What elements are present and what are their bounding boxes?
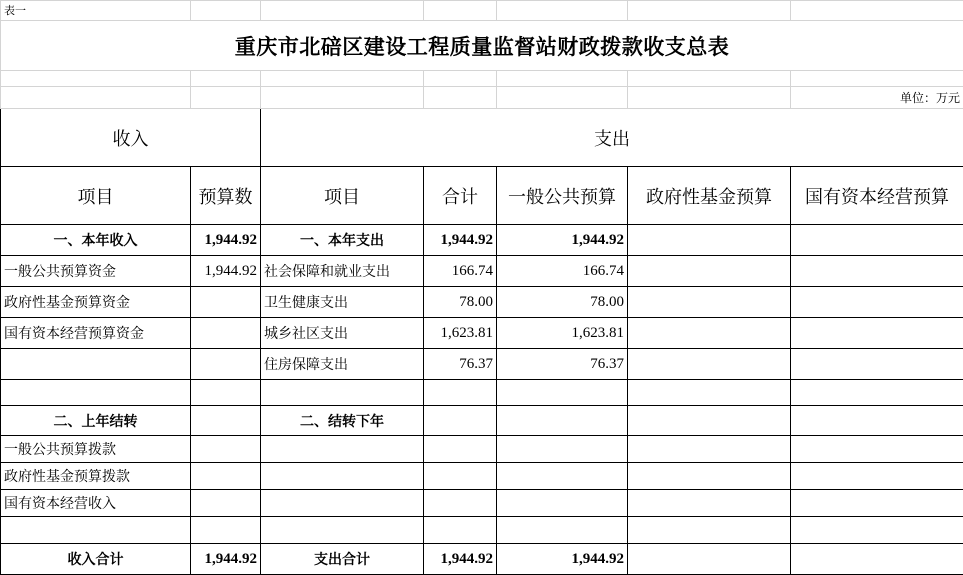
in-item: 一般公共预算拨款 — [1, 436, 191, 463]
general-cell: 78.00 — [497, 287, 628, 318]
out-item: 社会保障和就业支出 — [261, 256, 424, 287]
state-capital-cell — [791, 380, 963, 406]
table-row — [1, 225, 963, 256]
state-capital-cell — [791, 406, 963, 436]
general-cell: 76.37 — [497, 349, 628, 380]
income-section-header: 收入 — [1, 109, 261, 167]
expense-total-gov-fund — [628, 544, 791, 575]
total-cell — [424, 463, 497, 490]
in-amount — [191, 287, 261, 318]
gov-fund-cell — [628, 225, 791, 256]
in-amount — [191, 463, 261, 490]
in-amount — [191, 490, 261, 517]
in-item: 一般公共预算资金 — [1, 256, 191, 287]
total-cell — [424, 517, 497, 544]
unit-label: 单位：万元 — [791, 87, 963, 109]
in-amount: 1,944.92 — [191, 256, 261, 287]
general-cell: 166.74 — [497, 256, 628, 287]
col-header-item: 项目 — [1, 167, 191, 225]
state-capital-cell — [791, 490, 963, 517]
general-cell — [497, 380, 628, 406]
col-header-item2: 项目 — [261, 167, 424, 225]
state-capital-cell — [791, 318, 963, 349]
total-cell: 1,623.81 — [424, 318, 497, 349]
gov-fund-cell — [628, 490, 791, 517]
in-amount: 1,944.92 — [191, 225, 261, 256]
table-row — [1, 349, 963, 380]
gov-fund-cell — [628, 349, 791, 380]
in-item: 一、本年收入 — [1, 225, 191, 256]
total-cell — [424, 436, 497, 463]
page-title: 重庆市北碚区建设工程质量监督站财政拨款收支总表 — [1, 21, 963, 71]
table-row — [1, 517, 963, 544]
total-cell — [424, 406, 497, 436]
general-cell — [497, 490, 628, 517]
in-item: 政府性基金预算拨款 — [1, 463, 191, 490]
expense-total-label: 支出合计 — [261, 544, 424, 575]
expense-total-amount: 1,944.92 — [424, 544, 497, 575]
totals-row — [1, 544, 963, 575]
gov-fund-cell — [628, 517, 791, 544]
out-item: 住房保障支出 — [261, 349, 424, 380]
out-item: 二、结转下年 — [261, 406, 424, 436]
general-cell — [497, 517, 628, 544]
in-amount — [191, 517, 261, 544]
general-cell — [497, 463, 628, 490]
col-header-total: 合计 — [424, 167, 497, 225]
table-row — [1, 463, 963, 490]
total-cell: 78.00 — [424, 287, 497, 318]
gov-fund-cell — [628, 318, 791, 349]
in-amount — [191, 380, 261, 406]
expense-total-state-capital — [791, 544, 963, 575]
in-item: 二、上年结转 — [1, 406, 191, 436]
gov-fund-cell — [628, 406, 791, 436]
state-capital-cell — [791, 225, 963, 256]
state-capital-cell — [791, 436, 963, 463]
income-total-amount: 1,944.92 — [191, 544, 261, 575]
gov-fund-cell — [628, 256, 791, 287]
income-total-label: 收入合计 — [1, 544, 191, 575]
out-item: 城乡社区支出 — [261, 318, 424, 349]
in-amount — [191, 318, 261, 349]
total-cell — [424, 490, 497, 517]
col-header-state-capital-budget: 国有资本经营预算 — [791, 167, 963, 225]
col-header-general-budget: 一般公共预算 — [497, 167, 628, 225]
table-row — [1, 406, 963, 436]
out-item — [261, 463, 424, 490]
in-item — [1, 380, 191, 406]
state-capital-cell — [791, 287, 963, 318]
in-amount — [191, 349, 261, 380]
gov-fund-cell — [628, 287, 791, 318]
in-amount — [191, 436, 261, 463]
col-header-budget-amount: 预算数 — [191, 167, 261, 225]
in-item: 国有资本经营预算资金 — [1, 318, 191, 349]
total-cell: 166.74 — [424, 256, 497, 287]
table-row — [1, 436, 963, 463]
table-row — [1, 287, 963, 318]
state-capital-cell — [791, 517, 963, 544]
out-item: 一、本年支出 — [261, 225, 424, 256]
in-item — [1, 349, 191, 380]
in-item: 国有资本经营收入 — [1, 490, 191, 517]
gov-fund-cell — [628, 436, 791, 463]
gov-fund-cell — [628, 463, 791, 490]
gov-fund-cell — [628, 380, 791, 406]
general-cell: 1,944.92 — [497, 225, 628, 256]
state-capital-cell — [791, 463, 963, 490]
expense-total-general: 1,944.92 — [497, 544, 628, 575]
sheet-label: 表一 — [1, 1, 191, 21]
col-header-gov-fund-budget: 政府性基金预算 — [628, 167, 791, 225]
table-row — [1, 318, 963, 349]
general-cell — [497, 436, 628, 463]
table-row — [1, 256, 963, 287]
total-cell: 76.37 — [424, 349, 497, 380]
table-row — [1, 490, 963, 517]
in-amount — [191, 406, 261, 436]
out-item — [261, 380, 424, 406]
out-item — [261, 490, 424, 517]
state-capital-cell — [791, 349, 963, 380]
out-item — [261, 436, 424, 463]
table-row — [1, 380, 963, 406]
expense-section-header: 支出 — [261, 109, 963, 167]
in-item — [1, 517, 191, 544]
general-cell — [497, 406, 628, 436]
total-cell — [424, 380, 497, 406]
state-capital-cell — [791, 256, 963, 287]
out-item — [261, 517, 424, 544]
in-item: 政府性基金预算资金 — [1, 287, 191, 318]
total-cell: 1,944.92 — [424, 225, 497, 256]
general-cell: 1,623.81 — [497, 318, 628, 349]
out-item: 卫生健康支出 — [261, 287, 424, 318]
